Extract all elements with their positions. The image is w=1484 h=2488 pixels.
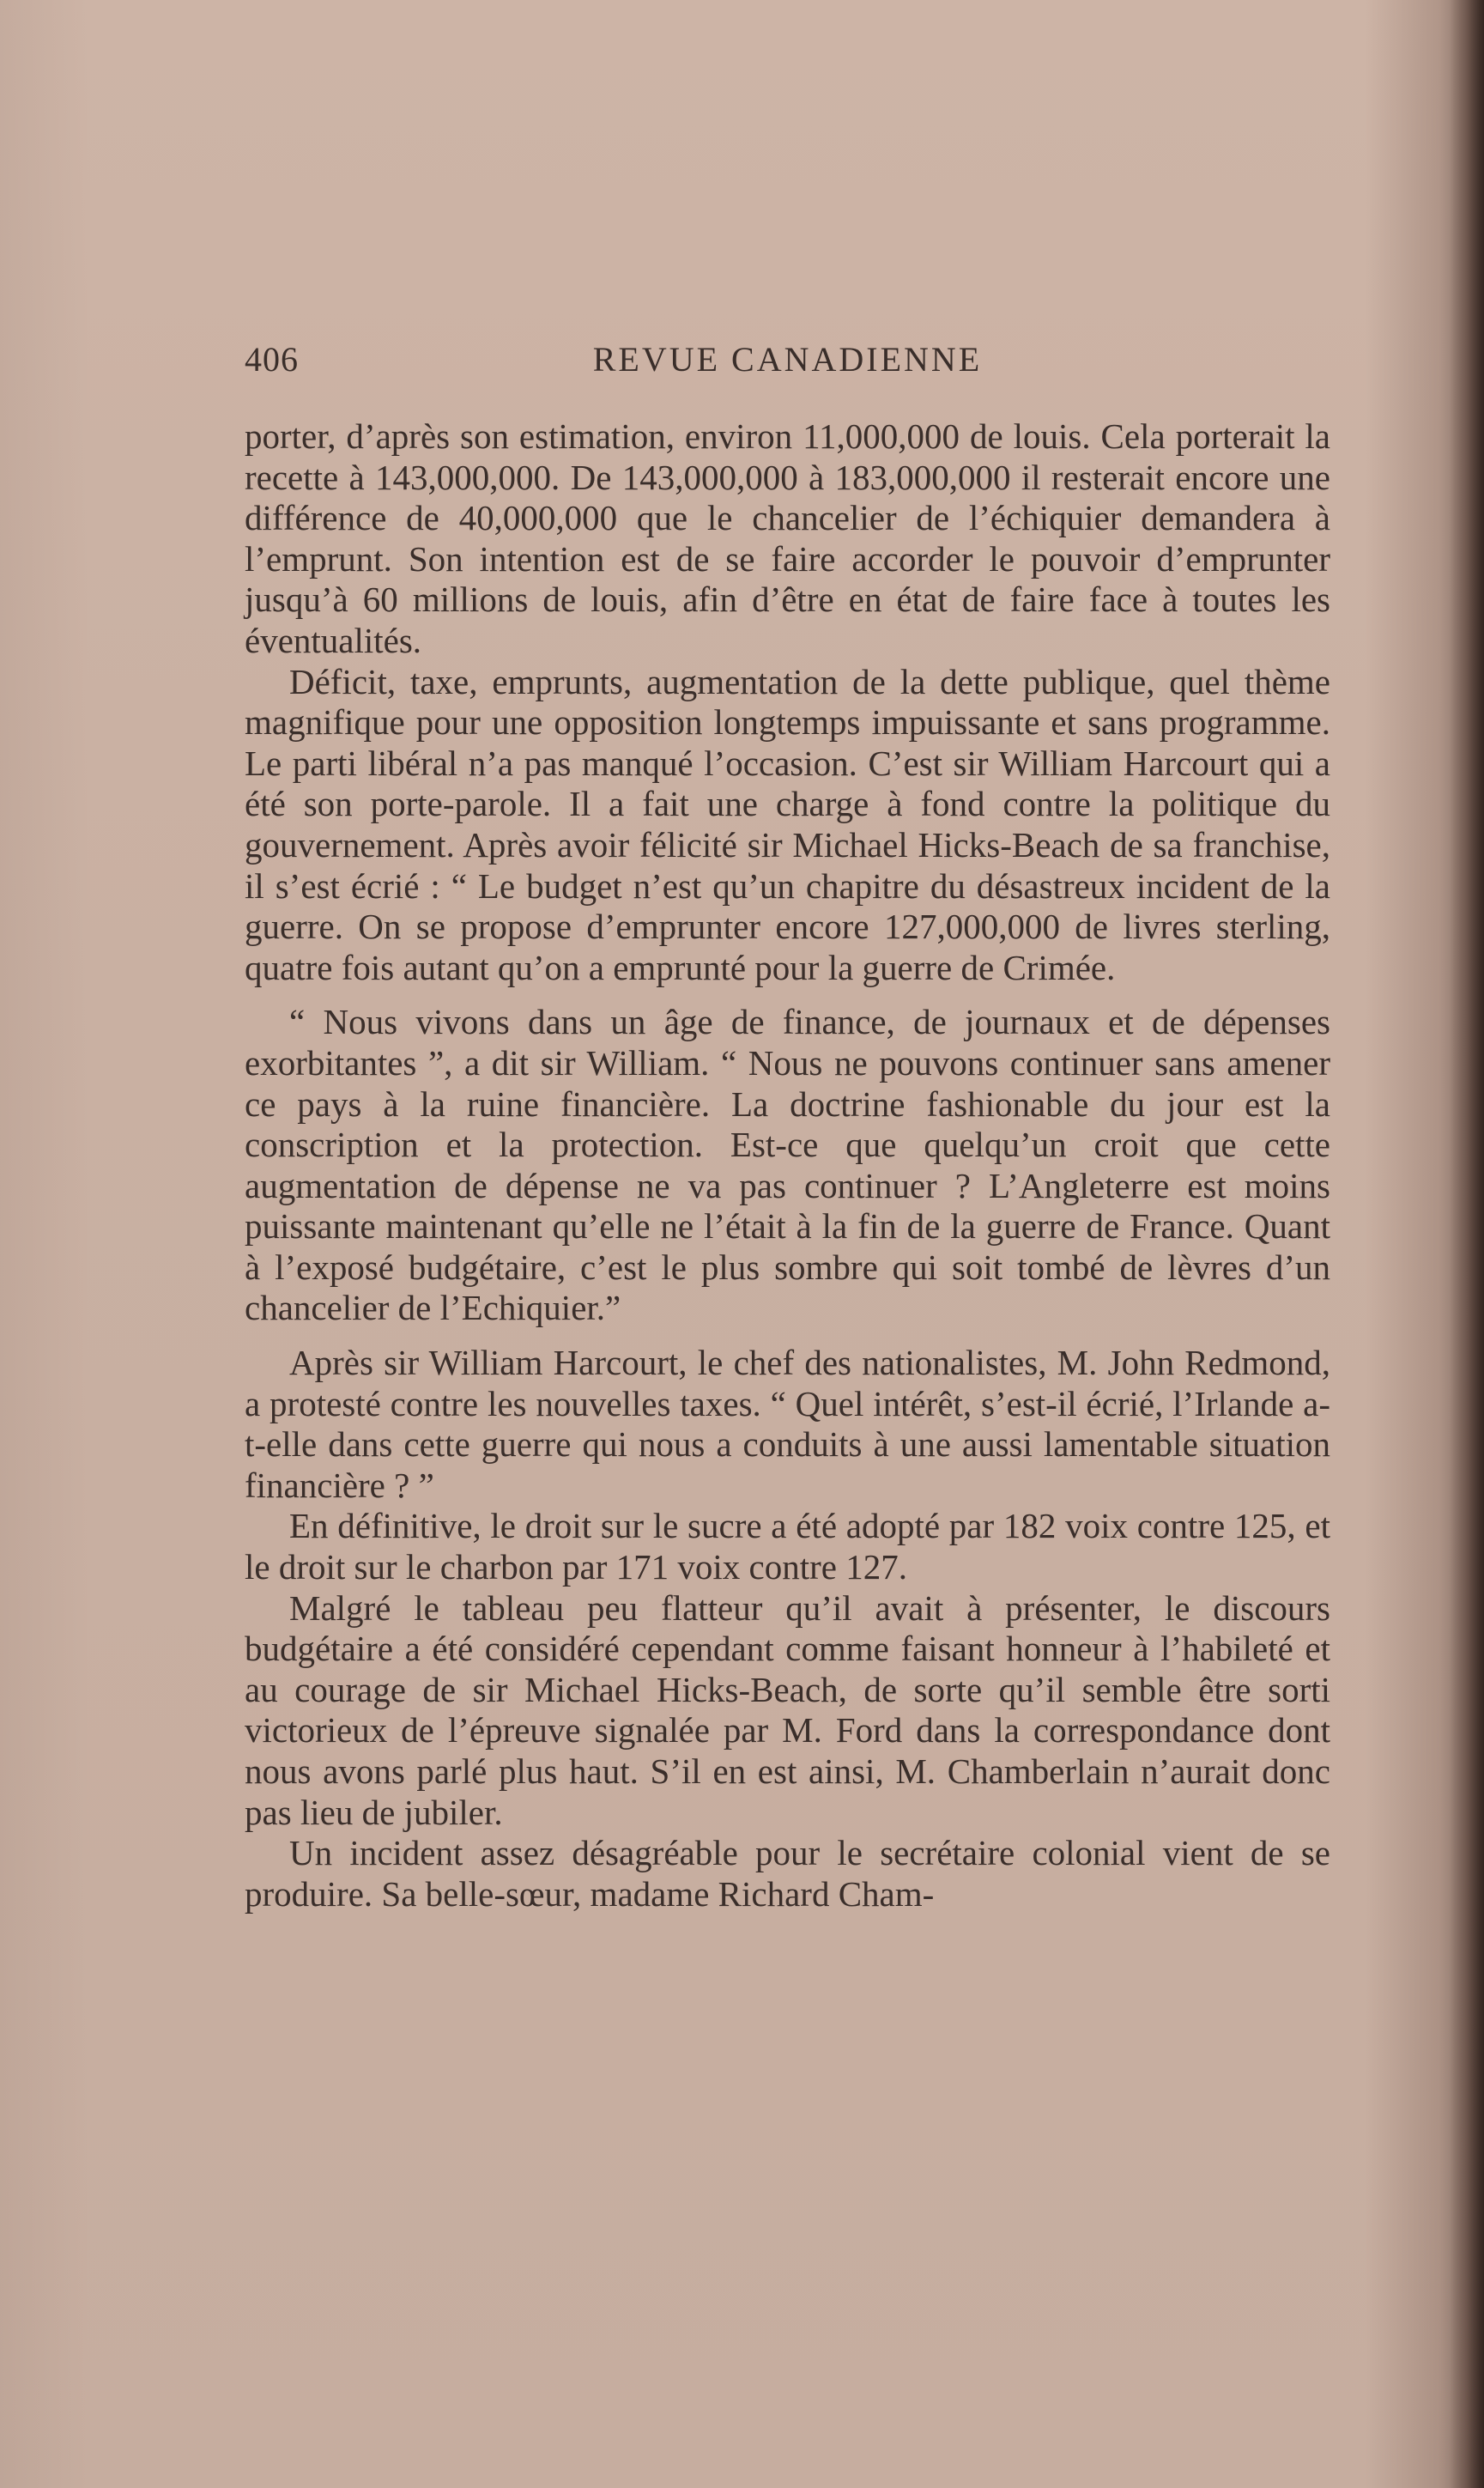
page-edge-shadow bbox=[1450, 0, 1484, 2488]
body-text bbox=[245, 416, 1330, 1915]
paragraph: Après sir William Harcourt, le chef des nationalistes, M. John Redmond, a protesté contre les nouvelles taxes. “ Quel intérêt, s’est-il écrié, l’Irlande a-t-elle dans cette guerre qui nous a conduits à une aussi lamentable situation financière ? ” bbox=[245, 1343, 1330, 1505]
paragraph: porter, d’après son estimation, environ 11,000,000 de louis. Cela porterait la recette à 143,000,000. De 143,000,000 à 183,000,000 il resterait encore une différence de 40,000,000 que le chancelier de l’échiquier demandera à l’emprunt. Son intention est de se faire accorder le pouvoir d’emprunter jusqu’à 60 millions de louis, afin d’être en état de faire face à toutes les éventualités. bbox=[245, 416, 1330, 660]
paragraph: “ Nous vivons dans un âge de finance, de journaux et de dépenses exorbitantes ”, a dit sir William. “ Nous ne pouvons continuer sans amener ce pays à la ruine financière. La doctrine fashionable du jour est la conscription et la protection. Est-ce que quelqu’un croit que cette augmentation de dépense ne va pas continuer ? L’Angleterre est moins puissante maintenant qu’elle ne l’était à la fin de la guerre de France. Quant à l’exposé budgétaire, c’est le plus sombre qui soit tombé de lèvres d’un chancelier de l’Echiquier.” bbox=[245, 1002, 1330, 1328]
page-header bbox=[245, 339, 1330, 391]
paragraph: Déficit, taxe, emprunts, augmentation de la dette publique, quel thème magnifique pour une opposition longtemps impuissante et sans programme. Le parti libéral n’a pas manqué l’occasion. C’est sir William Harcourt qui a été son porte-parole. Il a fait une charge à fond contre la politique du gouvernement. Après avoir félicité sir Michael Hicks-Beach de sa franchise, il s’est écrié : “ Le budget n’est qu’un chapitre du désastreux incident de la guerre. On se propose d’emprunter encore 127,000,000 de livres sterling, quatre fois autant qu’on a emprunté pour la guerre de Crimée. bbox=[245, 661, 1330, 987]
paragraph: Un incident assez désagréable pour le secrétaire colonial vient de se produire. Sa belle-sœur, madame Richard Cham- bbox=[245, 1833, 1330, 1914]
page-number: 406 bbox=[245, 340, 299, 379]
running-title: REVUE CANADIENNE bbox=[592, 340, 983, 379]
paragraph: Malgré le tableau peu flatteur qu’il avait à présenter, le discours budgétaire a été considéré cependant comme faisant honneur à l’habileté et au courage de sir Michael Hicks-Beach, de sorte qu’il semble être sorti victorieux de l’épreuve signalée par M. Ford dans la correspondance dont nous avons parlé plus haut. S’il en est ainsi, M. Chamberlain n’aurait donc pas lieu de jubiler. bbox=[245, 1587, 1330, 1832]
paragraph: En définitive, le droit sur le sucre a été adopté par 182 voix contre 125, et le droit sur le charbon par 171 voix contre 127. bbox=[245, 1506, 1330, 1587]
